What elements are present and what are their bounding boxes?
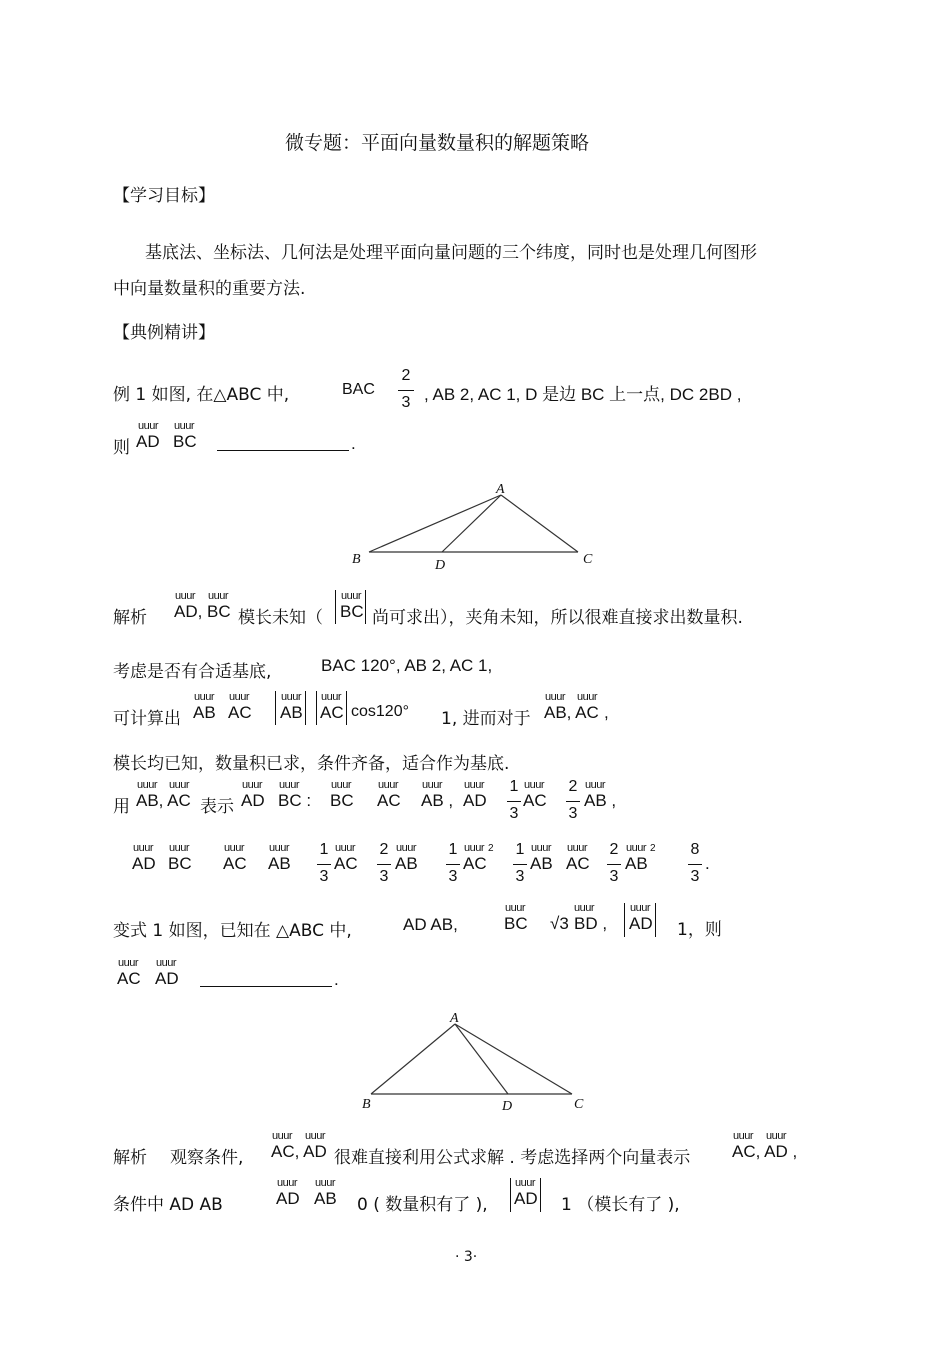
solution1-line5-v3: BC xyxy=(330,791,354,810)
solution2-line2-abs: AD xyxy=(514,1189,538,1208)
solution2-obs: 观察条件, xyxy=(170,1148,244,1168)
vector-arrow: uuur xyxy=(567,842,588,854)
example1-vec1: AD xyxy=(136,432,160,451)
vector-arrow: uuur xyxy=(224,842,245,854)
superscript-2: 2 xyxy=(650,843,656,854)
vector-arrow: uuur xyxy=(464,779,485,791)
vector-arrow: uuur xyxy=(321,691,342,703)
vector-arrow: uuur xyxy=(269,842,290,854)
solution1-line3-vec1: AB xyxy=(193,703,216,722)
fraction-bar xyxy=(398,390,414,391)
example1-angle: BAC xyxy=(342,381,375,398)
abs-bar xyxy=(346,691,347,725)
solution1-line6-v7: AC xyxy=(463,854,487,873)
vector-arrow: uuur xyxy=(229,691,250,703)
solution1-line5-v4: AC xyxy=(377,791,401,810)
vector-arrow: uuur xyxy=(733,1130,754,1142)
section-heading-goal: 【学习目标】 xyxy=(113,186,215,206)
solution1-line3a: 可计算出 xyxy=(113,709,181,729)
solution1-line3-abs1: AB xyxy=(280,703,303,722)
triangle-figure-2 xyxy=(350,1010,600,1115)
vector-arrow: uuur xyxy=(133,842,154,854)
solution1-line6-v3: AC xyxy=(223,854,247,873)
vector-arrow: uuur xyxy=(208,590,229,602)
solution1-line3-abs2: AC xyxy=(320,703,344,722)
frac-den: 3 xyxy=(319,868,329,885)
variant1-sqrt: √3 xyxy=(550,914,569,933)
triangle-figure-1 xyxy=(340,480,610,575)
solution1-line5-v5: AB , xyxy=(421,791,454,810)
vector-arrow: uuur xyxy=(305,1130,326,1142)
vector-arrow: uuur xyxy=(630,902,651,914)
vertex-label-a: A xyxy=(450,1011,459,1026)
variant1-cond2: 1，则 xyxy=(677,920,722,940)
solution1-line5-v8: AB , xyxy=(584,791,617,810)
abs-bar xyxy=(510,1178,511,1212)
vector-arrow: uuur xyxy=(281,691,302,703)
solution1-line3-cos: cos120° xyxy=(351,703,409,720)
solution1-line3-vec2: AC xyxy=(228,703,252,722)
solution1-vecs: AD, BC xyxy=(174,602,231,621)
solution1-line6-v9: AC xyxy=(566,854,590,873)
frac-num: 2 xyxy=(568,778,578,795)
variant1-vec-bd: BD , xyxy=(574,914,608,933)
answer-blank xyxy=(200,986,332,987)
fraction-bar xyxy=(688,864,702,865)
solution1-abs-vec: BC xyxy=(340,602,364,621)
solution1-line5b: 表示 xyxy=(200,797,234,817)
solution1-line3-end: , xyxy=(604,703,609,722)
vector-arrow: uuur xyxy=(766,1130,787,1142)
solution2-line2-v2: AB xyxy=(314,1189,337,1208)
abs-bar xyxy=(624,903,625,937)
variant1-vec2: AD xyxy=(155,969,179,988)
solution1-line5-v7: AC xyxy=(523,791,547,810)
fraction-bar xyxy=(566,801,580,802)
solution1-line2b: BAC 120°, AB 2, AC 1, xyxy=(321,656,493,675)
variant1-cond1: AD AB, xyxy=(403,915,458,934)
vector-arrow: uuur xyxy=(315,1177,336,1189)
example1-vec2: BC xyxy=(173,432,197,451)
frac-num: 1 xyxy=(509,778,519,795)
vector-arrow: uuur xyxy=(531,842,552,854)
solution1-line6-v1: AD xyxy=(132,854,156,873)
example1-end: . xyxy=(351,434,356,453)
solution1-label: 解析 xyxy=(113,608,147,628)
abs-bar xyxy=(275,691,276,725)
section-heading-examples: 【典例精讲】 xyxy=(113,323,215,343)
vector-arrow: uuur xyxy=(626,842,647,854)
vector-arrow: uuur xyxy=(272,1130,293,1142)
solution2-line2a: 条件中 AD AB xyxy=(113,1195,223,1215)
variant1-lead: 变式 1 如图，已知在 △ABC 中, xyxy=(113,921,352,941)
fraction-bar xyxy=(607,864,621,865)
solution2-line2b: 0 ( 数量积有了 ), xyxy=(357,1195,488,1215)
vector-arrow: uuur xyxy=(574,902,595,914)
vector-arrow: uuur xyxy=(341,590,362,602)
solution1-line5-vecs: AB, AC xyxy=(136,791,191,810)
vector-arrow: uuur xyxy=(335,842,356,854)
fraction-bar xyxy=(513,864,527,865)
fraction-bar xyxy=(507,801,521,802)
example1-frac-num: 2 xyxy=(401,367,411,384)
solution1-line4: 模长均已知，数量积已求，条件齐备，适合作为基底. xyxy=(113,754,510,774)
solution1-line3b: 1, 进而对于 xyxy=(441,709,531,729)
solution1-text2: 尚可求出），夹角未知，所以很难直接求出数量积. xyxy=(372,608,743,628)
frac-num: 1 xyxy=(319,841,329,858)
answer-blank xyxy=(217,450,349,451)
superscript-2: 2 xyxy=(488,843,494,854)
solution1-line6-end: . xyxy=(705,854,710,873)
solution2-text1: 很难直接利用公式求解 . 考虑选择两个向量表示 xyxy=(334,1148,691,1168)
vertex-label-b: B xyxy=(362,1097,371,1112)
solution1-line6-v4: AB xyxy=(268,854,291,873)
solution1-line6-v8: AB xyxy=(530,854,553,873)
vertex-label-c: C xyxy=(583,552,593,567)
abs-bar xyxy=(655,903,656,937)
vector-arrow: uuur xyxy=(137,779,158,791)
frac-den: 3 xyxy=(609,868,619,885)
solution1-line6-v6: AB xyxy=(395,854,418,873)
frac-num: 1 xyxy=(515,841,525,858)
variant1-vec1: AC xyxy=(117,969,141,988)
solution2-line2-v1: AD xyxy=(276,1189,300,1208)
solution1-line6-v5: AC xyxy=(334,854,358,873)
vector-arrow: uuur xyxy=(331,779,352,791)
vertex-label-d: D xyxy=(435,558,446,573)
variant1-end: . xyxy=(334,970,339,989)
vector-arrow: uuur xyxy=(396,842,417,854)
vertex-label-a: A xyxy=(496,482,505,497)
solution1-line3-vecs: AB, AC xyxy=(544,703,599,722)
variant1-vec-bc: BC xyxy=(504,914,528,933)
variant1-abs-ad: AD xyxy=(629,914,653,933)
vertex-label-c: C xyxy=(574,1097,584,1112)
fraction-bar xyxy=(446,864,460,865)
solution1-line2a: 考虑是否有合适基底, xyxy=(113,662,272,682)
solution1-line5-v6: AD xyxy=(463,791,487,810)
solution2-vecs2: AC, AD , xyxy=(732,1142,798,1161)
vector-arrow: uuur xyxy=(279,779,300,791)
vector-arrow: uuur xyxy=(378,779,399,791)
goal-text-line2: 中向量数量积的重要方法. xyxy=(113,279,306,299)
solution2-line2c: 1 （模长有了 ), xyxy=(561,1195,680,1215)
solution1-line5-v2: BC : xyxy=(278,791,312,810)
example1-ask: 则 xyxy=(113,438,130,458)
fraction-bar xyxy=(377,864,391,865)
fraction-bar xyxy=(317,864,331,865)
solution1-line6-v10: AB xyxy=(625,854,648,873)
vector-arrow: uuur xyxy=(169,779,190,791)
frac-den: 3 xyxy=(448,868,458,885)
example1-conditions: , AB 2, AC 1, D 是边 BC 上一点, DC 2BD , xyxy=(424,385,742,404)
abs-bar xyxy=(305,691,306,725)
vector-arrow: uuur xyxy=(577,691,598,703)
example1-lead: 例 1 如图, 在△ABC 中, xyxy=(113,385,290,405)
solution2-vecs: AC, AD xyxy=(271,1142,327,1161)
vector-arrow: uuur xyxy=(585,779,606,791)
vector-arrow: uuur xyxy=(138,420,159,432)
vector-arrow: uuur xyxy=(194,691,215,703)
solution1-line5a: 用 xyxy=(113,797,130,817)
vector-arrow: uuur xyxy=(422,779,443,791)
example1-frac-den: 3 xyxy=(401,394,411,411)
abs-bar xyxy=(540,1178,541,1212)
vertex-label-d: D xyxy=(502,1099,513,1114)
frac-den: 3 xyxy=(509,805,519,822)
vector-arrow: uuur xyxy=(464,842,485,854)
page-title: 微专题：平面向量数量积的解题策略 xyxy=(285,132,590,154)
goal-text-line1: 基底法、坐标法、几何法是处理平面向量问题的三个纬度，同时也是处理几何图形 xyxy=(145,243,757,263)
vector-arrow: uuur xyxy=(175,590,196,602)
vector-arrow: uuur xyxy=(174,420,195,432)
page-number: · 3· xyxy=(455,1249,478,1265)
vector-arrow: uuur xyxy=(505,902,526,914)
abs-bar xyxy=(316,691,317,725)
frac-num: 1 xyxy=(448,841,458,858)
vertex-label-b: B xyxy=(352,552,361,567)
frac-den: 3 xyxy=(515,868,525,885)
frac-den: 3 xyxy=(690,868,700,885)
solution1-line5-v1: AD xyxy=(241,791,265,810)
vector-arrow: uuur xyxy=(277,1177,298,1189)
vector-arrow: uuur xyxy=(169,842,190,854)
vector-arrow: uuur xyxy=(515,1177,536,1189)
frac-num: 2 xyxy=(379,841,389,858)
frac-num: 8 xyxy=(690,841,700,858)
frac-den: 3 xyxy=(568,805,578,822)
abs-bar xyxy=(365,590,366,624)
vector-arrow: uuur xyxy=(524,779,545,791)
frac-num: 2 xyxy=(609,841,619,858)
abs-bar xyxy=(335,590,336,624)
vector-arrow: uuur xyxy=(118,957,139,969)
frac-den: 3 xyxy=(379,868,389,885)
solution2-label: 解析 xyxy=(113,1148,147,1168)
vector-arrow: uuur xyxy=(156,957,177,969)
solution1-line6-v2: BC xyxy=(168,854,192,873)
vector-arrow: uuur xyxy=(545,691,566,703)
vector-arrow: uuur xyxy=(242,779,263,791)
solution1-text1: 模长未知（ xyxy=(238,608,323,628)
